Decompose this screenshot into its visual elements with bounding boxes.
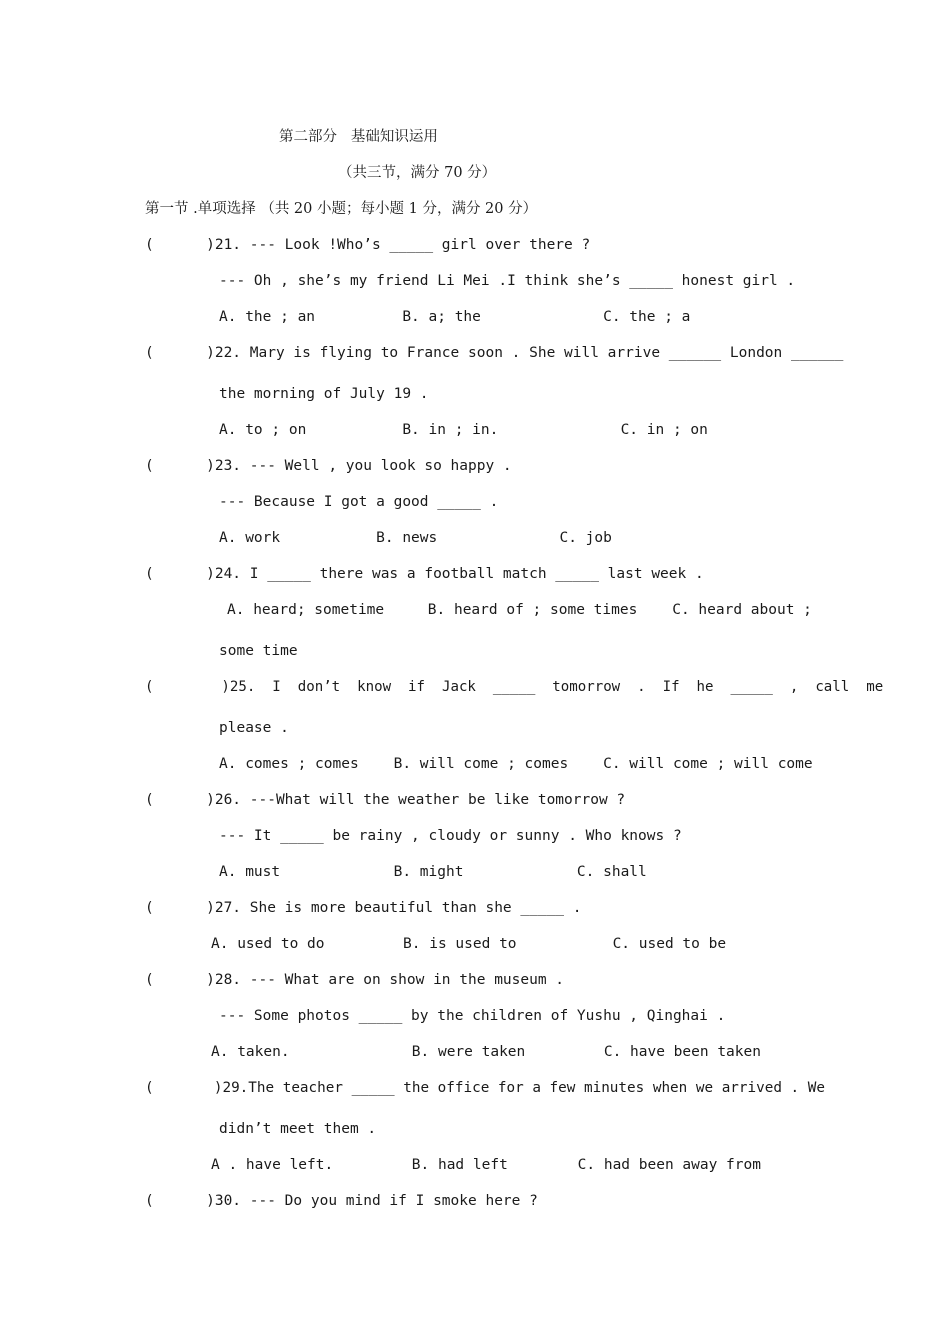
question-22-options: A. to ; on B. in ; in. C. in ; on	[219, 422, 708, 438]
question-29-options: A . have left. B. had left C. had been away from	[211, 1157, 761, 1173]
question-28-stem: ( )28. --- What are on show in the museum .	[145, 972, 565, 988]
question-29-continued: didn’t meet them .	[219, 1121, 377, 1137]
section-title: 第一节 .单项选择 （共 20 小题；每小题 1 分，满分 20 分）	[145, 201, 538, 217]
question-24-options: A. heard; sometime B. heard of ; some times C. heard about ;	[227, 602, 812, 618]
question-24-stem: ( )24. I _____ there was a football match _____ last week .	[145, 566, 704, 582]
question-21-stem: ( )21. --- Look !Who’s _____ girl over there ?	[145, 237, 591, 253]
question-30-stem: ( )30. --- Do you mind if I smoke here ?	[145, 1193, 538, 1209]
question-25-continued: please .	[219, 720, 289, 736]
question-23-options: A. work B. news C. job	[219, 530, 612, 546]
question-21-reply: --- Oh , she’s my friend Li Mei .I think she’s _____ honest girl .	[219, 273, 796, 289]
question-22-stem: ( )22. Mary is flying to France soon . She will arrive ______ London ______	[145, 345, 844, 361]
question-27-options: A. used to do B. is used to C. used to be	[211, 936, 727, 952]
question-25-stem: ( )25. I don’t know if Jack _____ tomorrow . If he _____ , call me	[145, 679, 884, 695]
question-26-stem: ( )26. ---What will the weather be like tomorrow ?	[145, 792, 626, 808]
question-23-stem: ( )23. --- Well , you look so happy .	[145, 458, 512, 474]
part-subtitle: （共三节，满分 70 分）	[338, 165, 497, 181]
question-22-continued: the morning of July 19 .	[219, 386, 429, 402]
question-27-stem: ( )27. She is more beautiful than she _____ .	[145, 900, 582, 916]
question-26-reply: --- It _____ be rainy , cloudy or sunny . Who knows ?	[219, 828, 682, 844]
question-24-options-continued: some time	[219, 643, 298, 659]
question-28-options: A. taken. B. were taken C. have been taken	[211, 1044, 761, 1060]
question-26-options: A. must B. might C. shall	[219, 864, 647, 880]
question-25-options: A. comes ; comes B. will come ; comes C. will come ; will come	[219, 756, 813, 772]
question-28-reply: --- Some photos _____ by the children of Yushu , Qinghai .	[219, 1008, 726, 1024]
question-23-reply: --- Because I got a good _____ .	[219, 494, 499, 510]
question-29-stem: ( )29.The teacher _____ the office for a few minutes when we arrived . We	[145, 1080, 825, 1096]
part-title: 第二部分 基础知识运用	[279, 129, 438, 145]
question-21-options: A. the ; an B. a; the C. the ; a	[219, 309, 691, 325]
